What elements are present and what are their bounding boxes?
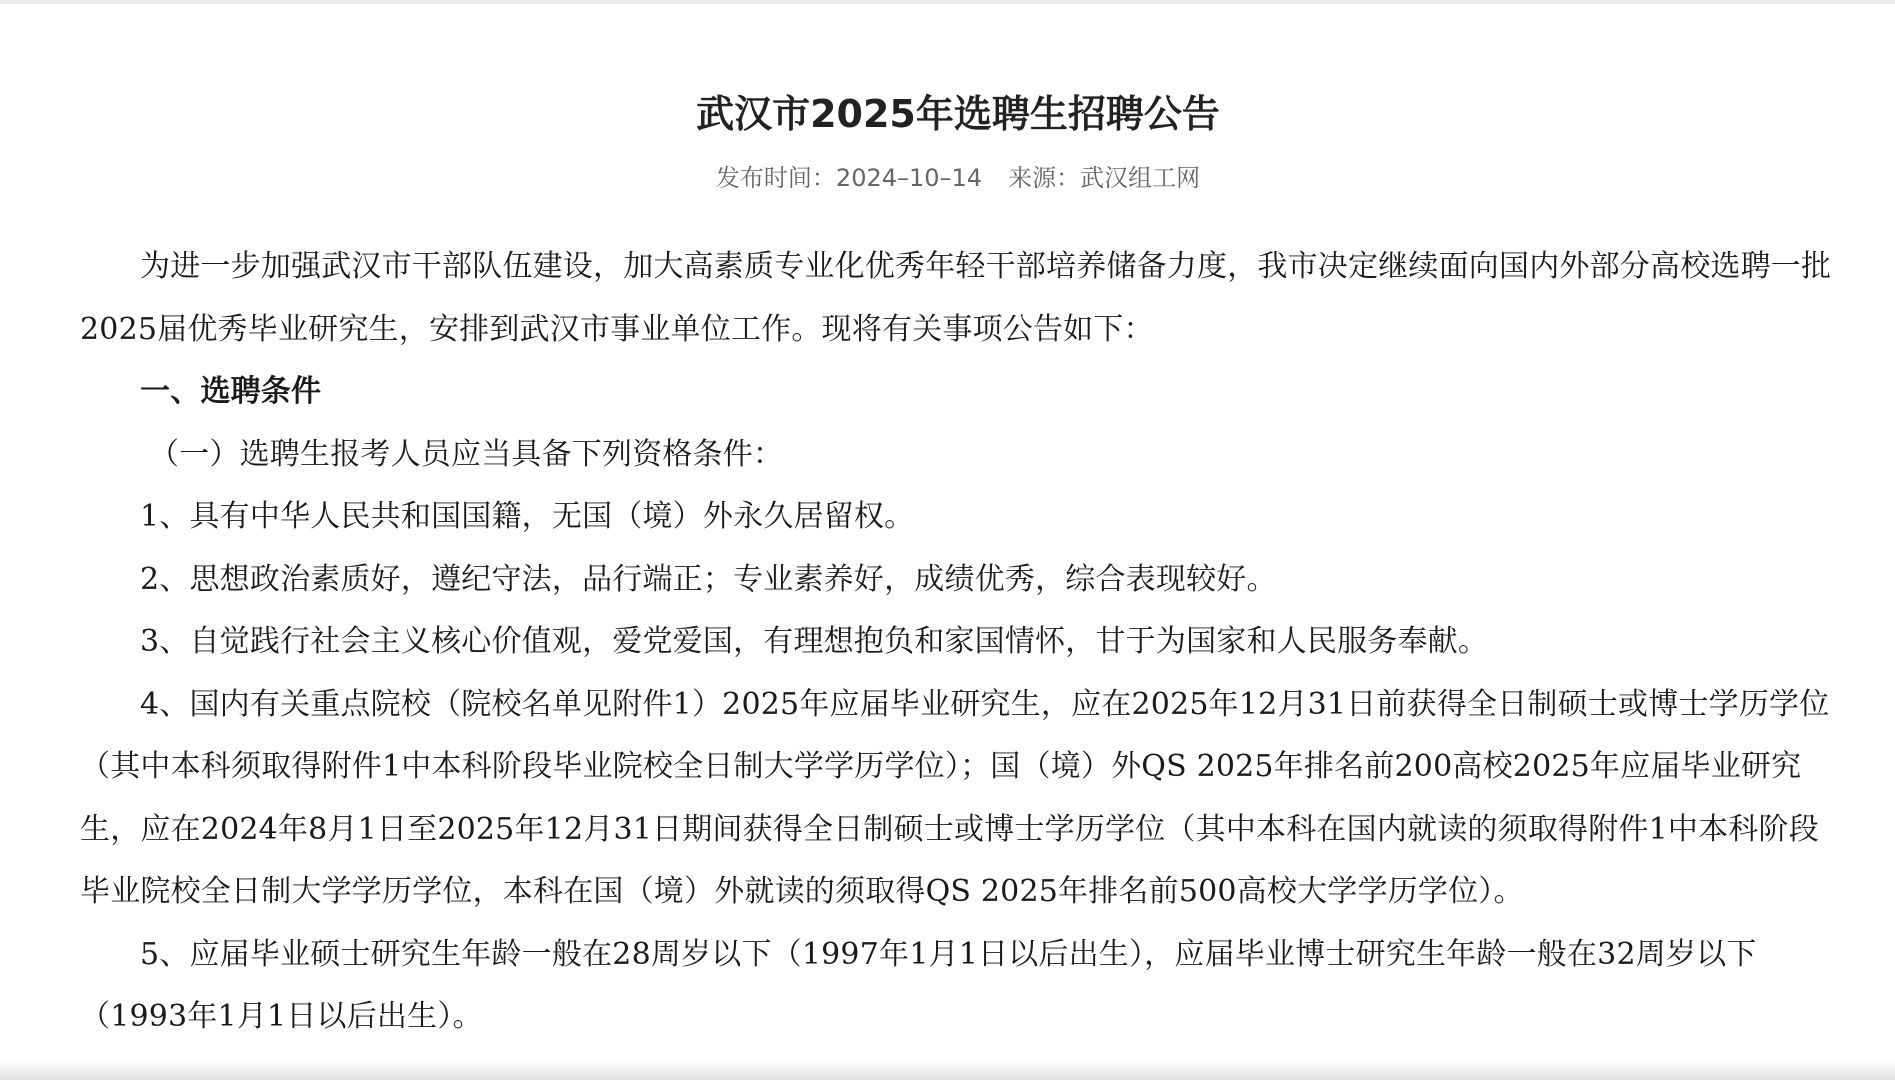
- condition-item: 4、国内有关重点院校（院校名单见附件1）2025年应届毕业研究生，应在2025年12月31日前获得全日制硕士或博士学历学位（其中本科须取得附件1中本科阶段毕业院校全日制大学学历学位）；国（境）外QS 2025年排名前200高校2025年应届毕业研究生，应在2024年8月1日至2025年12月31日期间获得全日制硕士或博士学历学位（其中本科在国内就读的须取得附件1中本科阶段毕业院校全日制大学学历学位，本科在国（境）外就读的须取得QS 2025年排名前500高校大学学历学位）。: [80, 686, 1830, 909]
- condition-item: 3、自觉践行社会主义核心价值观，爱党爱国，有理想抱负和家国情怀，甘于为国家和人民服务奉献。: [140, 624, 1489, 659]
- condition-item: 2、思想政治素质好，遵纪守法，品行端正；专业素养好，成绩优秀，综合表现较好。: [140, 561, 1277, 597]
- article-body: [80, 236, 1836, 1049]
- bottom-fade: [0, 1060, 1895, 1080]
- subsection-heading: （一）选聘生报考人员应当具备下列资格条件：: [149, 436, 784, 472]
- article-meta: [80, 160, 1836, 196]
- condition-item: 1、具有中华人民共和国国籍，无国（境）外永久居留权。: [140, 499, 915, 534]
- article-title: 武汉市2025年选聘生招聘公告: [696, 92, 1220, 136]
- condition-item: 5、应届毕业硕士研究生年龄一般在28周岁以下（1997年1月1日以后出生），应届毕业博士研究生年龄一般在32周岁以下（1993年1月1日以后出生）。: [80, 936, 1757, 1034]
- section-heading: 一、选聘条件: [140, 374, 322, 409]
- article-source: 来源：武汉组工网: [1008, 164, 1201, 192]
- publish-date: 发布时间：2024–10–14: [715, 164, 983, 192]
- top-divider: [0, 0, 1895, 4]
- intro-paragraph: 为进一步加强武汉市干部队伍建设，加大高素质专业化优秀年轻干部培养储备力度，我市决定继续面向国内外部分高校选聘一批2025届优秀毕业研究生，安排到武汉市事业单位工作。现将有关事项公告如下：: [80, 249, 1832, 347]
